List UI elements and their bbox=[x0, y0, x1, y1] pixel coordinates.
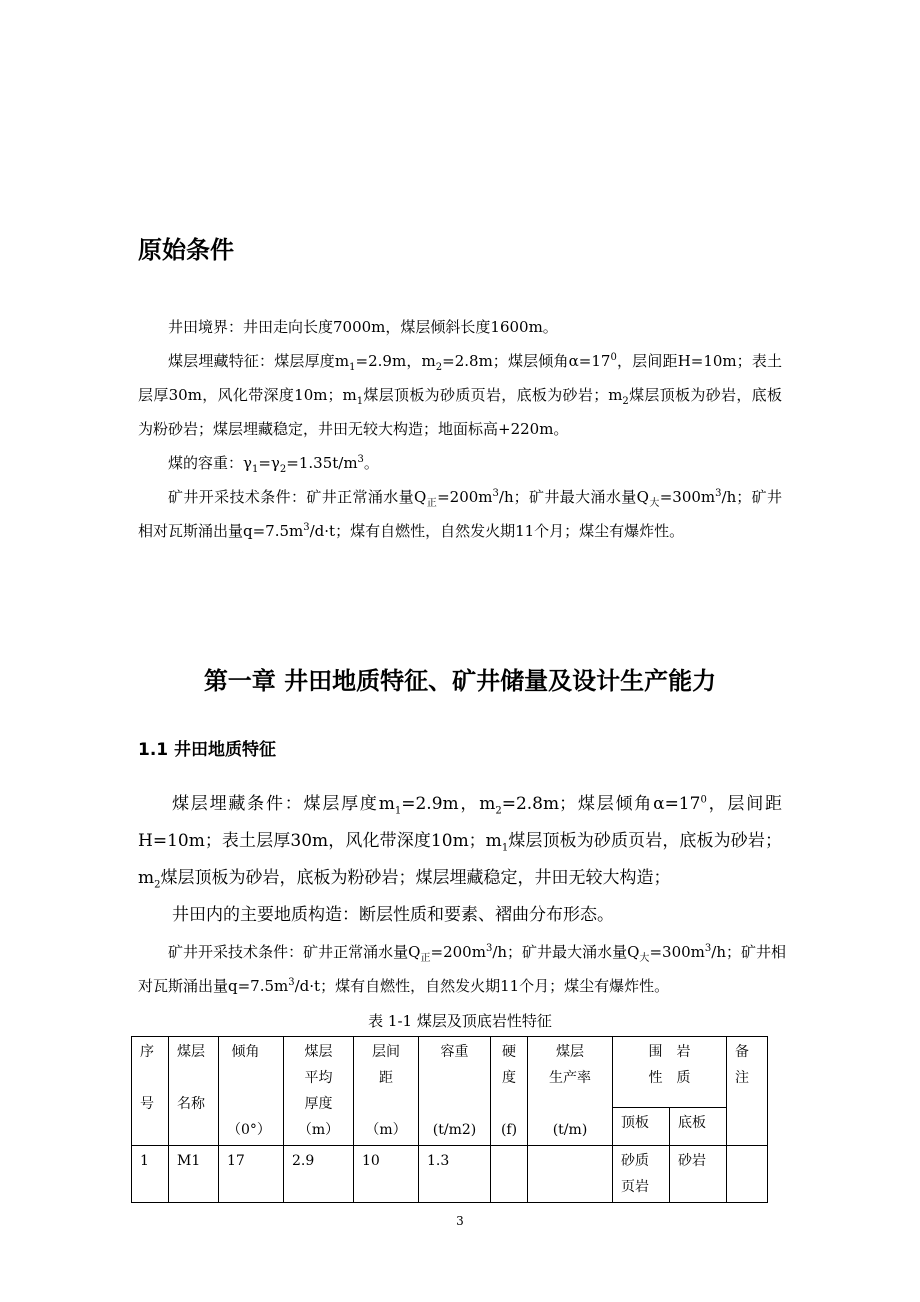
mining-conditions-paragraph-2: 矿井开采技术条件：矿井正常涌水量$Q_正=200m^3/h$；矿井最大涌水量$Q_大=300m^3/h$；矿井相对瓦斯涌出量$q=7.5m^3/d\cdot t$；煤有自燃性，自然发火期11个月；煤尘有爆炸性。 bbox=[138, 943, 787, 995]
cell-roof: 砂质页岩 bbox=[613, 1146, 670, 1203]
header-floor: 底板 bbox=[670, 1107, 727, 1145]
cell-remarks bbox=[727, 1146, 768, 1203]
table-header-row bbox=[132, 1037, 768, 1108]
header-remarks: 备 注 bbox=[727, 1037, 768, 1146]
cell-productivity bbox=[528, 1146, 613, 1203]
cell-seq: 1 bbox=[132, 1146, 169, 1203]
section-body bbox=[138, 786, 782, 934]
header-seq: 序 号 bbox=[132, 1037, 169, 1146]
section-body-mining bbox=[138, 935, 786, 1003]
header-interval: 层间 距 （m） bbox=[354, 1037, 419, 1146]
cell-floor: 砂岩 bbox=[670, 1146, 727, 1203]
cell-thickness: 2.9 bbox=[284, 1146, 354, 1203]
header-dip: 倾角 （0°） bbox=[219, 1037, 284, 1146]
section-title: 1.1 井田地质特征 bbox=[138, 740, 277, 760]
page-number: 3 bbox=[456, 1214, 464, 1228]
header-thickness: 煤层 平均 厚度 （m） bbox=[284, 1037, 354, 1146]
header-hardness: 硬 度 (f) bbox=[491, 1037, 528, 1146]
boundary-paragraph: 井田境界：井田走向长度7000m，煤层倾斜长度1600m。 bbox=[168, 318, 558, 336]
table-caption: 表 1-1 煤层及顶底岩性特征 bbox=[368, 1012, 552, 1030]
cell-seam-name: M1 bbox=[169, 1146, 219, 1203]
seam-conditions-paragraph: 煤层埋藏条件：煤层厚度$m_1=2.9m$，$m_2=2.8m$；煤层倾角$\alpha=17^0$，层间距H=10m；表土层厚30m，风化带深度10m；$m_1$煤层顶板为砂质页岩，底板为砂岩；$m_2$煤层顶板为砂岩，底板为粉砂岩；煤层埋藏稳定，井田无较大构造； bbox=[138, 794, 783, 891]
chapter-title: 第一章 井田地质特征、矿井储量及设计生产能力 bbox=[203, 667, 717, 695]
cell-dip: 17 bbox=[219, 1146, 284, 1203]
heading-original-conditions: 原始条件 bbox=[138, 236, 234, 264]
cell-hardness bbox=[491, 1146, 528, 1203]
mining-conditions-paragraph: 矿井开采技术条件：矿井正常涌水量$Q_正=200m^3/h$；矿井最大涌水量$Q_大=300m^3/h$；矿井相对瓦斯涌出量$q=7.5m^3/d\cdot t$；煤有自燃性，自然发火期11个月；煤尘有爆炸性。 bbox=[138, 488, 783, 540]
cell-interval: 10 bbox=[354, 1146, 419, 1203]
original-conditions-body bbox=[138, 310, 782, 548]
seam-features-paragraph: 煤层埋藏特征：煤层厚度$m_1=2.9m$，$m_2=2.8m$；煤层倾角$\alpha=17^0$，层间距H=10m；表土层厚30m，风化带深度10m；$m_1$煤层顶板为砂质页岩，底板为砂岩；$m_2$煤层顶板为砂岩，底板为粉砂岩；煤层埋藏稳定，井田无较大构造；地面标高+220m。 bbox=[138, 352, 783, 438]
seam-properties-table bbox=[131, 1036, 768, 1203]
coal-density-paragraph: 煤的容重：$\gamma_1=\gamma_2=1.35t/m^3$。 bbox=[168, 454, 379, 475]
header-wall-rock: 围 岩 性 质 bbox=[613, 1037, 727, 1108]
cell-density: 1.3 bbox=[419, 1146, 491, 1203]
header-seam-name: 煤层 名称 bbox=[169, 1037, 219, 1146]
structure-paragraph: 井田内的主要地质构造：断层性质和要素、褶曲分布形态。 bbox=[172, 905, 614, 925]
header-productivity: 煤层 生产率 (t/m) bbox=[528, 1037, 613, 1146]
header-density: 容重 (t/m2) bbox=[419, 1037, 491, 1146]
header-roof: 顶板 bbox=[613, 1107, 670, 1145]
table-row bbox=[132, 1146, 768, 1203]
